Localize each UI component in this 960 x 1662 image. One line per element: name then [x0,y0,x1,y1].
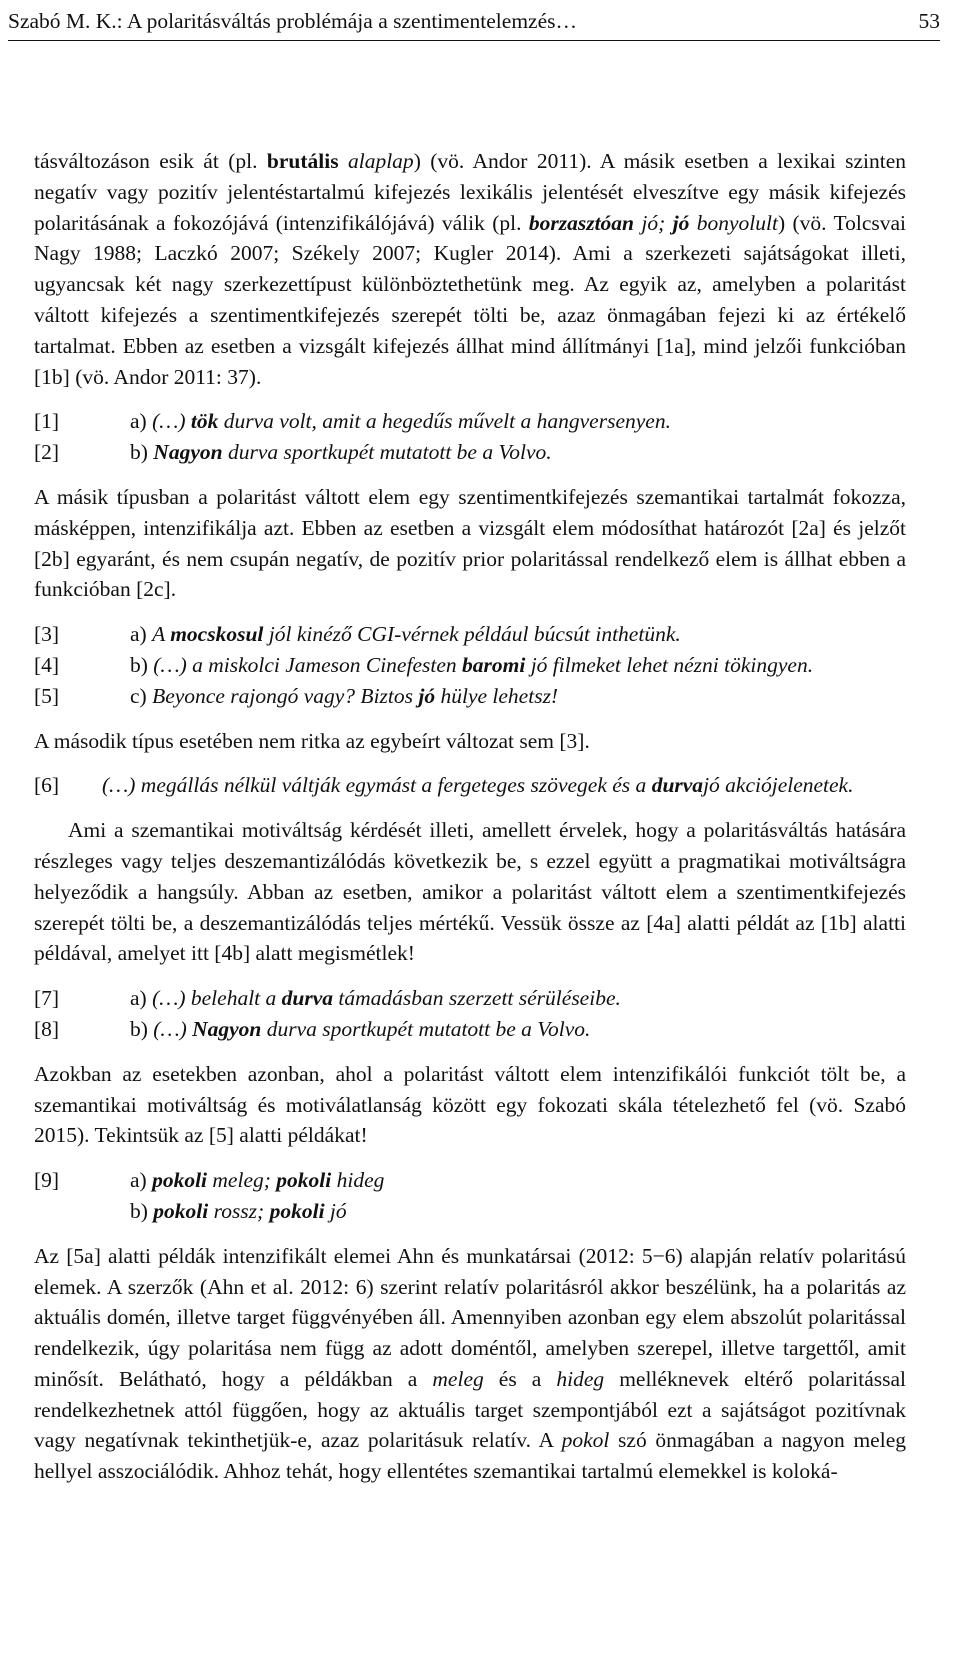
example-label: b) [130,1016,154,1041]
paragraph-1 [34,146,906,392]
example-group-7-8 [34,983,906,1045]
example-label: a) [130,409,153,434]
example-text: jó filmeket lehet nézni tökingyen. [525,652,814,677]
example-1 [34,406,906,437]
example-number: [2] [34,440,60,465]
example-label: a) [130,1168,153,1193]
running-title: Szabó M. K.: A polaritásváltás problémája a szentimentelemzés… [8,9,577,33]
example-group-1-2 [34,406,906,468]
example-9a [34,1165,906,1196]
text: A második típus esetében nem ritka az egybeírt változat sem [3]. [34,728,590,753]
text: Azokban az esetekben azonban, ahol a polaritást váltott elem intenzifikálói funkciót tölt be, a szemantikai motiváltság és motiválatlanság között egy fokozati skála tételezhető fel (vö. Szabó 2015). Tekintsük az [5] alatti példákat! [34,1061,906,1148]
emphasis-italic: hideg [556,1366,605,1391]
example-5 [34,681,906,712]
emphasis-italic: pokol [561,1428,610,1453]
example-label: b) [130,1198,154,1223]
paragraph-4 [34,815,906,969]
text: Az [5a] alatti példák intenzifikált elemei Ahn és munkatársai (2012: 5−6) alapján relatív polaritású elemek. A szerzők (Ahn et al. 2012: 6) szerint relatív polaritásról akkor beszélünk, ha a polaritás az aktuális domén, illetve target függvényében áll. Amennyiben azonban egy elem abszolút polaritással rendelkezik, úgy polaritása nem függ az adott doméntől, amelyben szerepel, illetve targettől, amit minősít. Belátható, hogy a példákban a [34,1243,906,1391]
example-text: (…) megállás nélkül váltják egymást a fergeteges szövegek és a [102,773,652,798]
example-7 [34,983,906,1014]
example-keyword: pokoli [269,1198,325,1223]
body-text [34,146,906,1501]
example-number: [9] [34,1168,60,1193]
example-label: b) [130,440,154,465]
example-number: [5] [34,683,60,708]
text: melléknevek eltérő polaritással rendelkezhetnek attól függően, hogy az aktuális target szempontjából ezt a sajátságot pozitívnak vagy negatívnak tekinthetjük-e, azaz polaritásuk relatív. A [34,1366,906,1453]
example-text: (…) belehalt a [152,986,282,1011]
example-keyword: Nagyon [153,440,223,465]
example-keyword: pokoli [153,1198,209,1223]
example-text: hideg [331,1168,385,1193]
example-label: a) [130,986,153,1011]
example-label: b) [130,652,154,677]
example-text: (…) a miskolci Jameson Cinefesten [153,652,462,677]
paragraph-5 [34,1059,906,1151]
emphasis-italic: meleg [432,1366,484,1391]
example-keyword: durva [281,986,334,1011]
example-number: [8] [34,1016,60,1041]
paragraph-3 [34,726,906,757]
emphasis-italic: bonyolult [689,210,778,235]
example-keyword: durva [651,773,704,798]
paragraph-2 [34,482,906,605]
text: és a [483,1366,557,1391]
page-header [8,6,940,40]
example-keyword: mocskosul [170,622,264,647]
example-group-9 [34,1165,906,1227]
text: tásváltozáson esik át (pl. [34,149,267,173]
text: ) (vö. Tolcsvai Nagy 1988; Laczkó 2007; Székely 2007; Kugler 2014). Ami a szerkezeti sajátságokat illeti, ugyancsak két nagy szerkezettípust különböztethetünk meg. Az egyik az, amelyben a polaritást váltott kifejezés a szentimentkifejezés szerepét tölti be, azaz önmagában fejezi ki az értékelő tartalmat. Ebben az esetben a vizsgált kifejezés állhat mind állítmányi [1a], mind jelzői funkcióban [1b] (vö. Andor 2011: 37). [34,210,906,389]
example-number: [3] [34,622,60,647]
emphasis-bold: brutális [266,149,339,173]
example-number: [4] [34,652,60,677]
text: A másik típusban a polaritást váltott elem egy szentimentkifejezés szemantikai tartalmát fokozza, másképpen, intenzifikálja azt. Ebben az esetben a vizsgált elem módosíthat határozót [2a] és jelzőt [2b] egyaránt, és nem csupán negatív, de pozitív prior polaritással rendelkező elem is állhat ebben a funkcióban [2c]. [34,484,906,602]
example-number: [1] [34,409,60,434]
example-keyword: pokoli [152,1168,208,1193]
example-group-3-5 [34,619,906,711]
example-group-6 [34,770,906,801]
text: ) (vö. Andor 2011). A másik esetben a lexikai szinten negatív vagy pozitív jelentéstartalmú kifejezés lexikális jelentését elveszítve egy másik kifejezés polaritásának a fokozójává (intenzifikálójává) válik (pl. [34,149,907,235]
example-text: rossz; [208,1198,270,1223]
example-keyword: Nagyon [192,1016,262,1041]
example-4 [34,650,906,681]
text: Ami a szemantikai motiváltság kérdését illeti, amellett érvelek, hogy a polaritásváltás hatására részleges vagy teljes deszemantizálódás következik be, s ezzel együtt a pragmatikai motiváltságra helyeződik a hangsúly. Abban az esetben, amikor a polaritást váltott elem a szentimentkifejezés szerepét tölti be, a deszemantizálódás teljes mértékű. Vessük össze az [4a] alatti példát az [1b] alatti példával, amelyet itt [4b] alatt megismétlek! [34,818,906,966]
emphasis-italic: jó; [634,210,673,235]
example-number: [6] [34,773,60,798]
example-text: (…) [152,409,191,434]
example-3 [34,619,906,650]
example-label: c) [130,683,153,708]
paragraph-6 [34,1241,906,1487]
example-text: meleg; [207,1168,277,1193]
example-text: támadásban szerzett sérüléseibe. [333,986,621,1011]
example-8 [34,1014,906,1045]
example-6 [34,770,906,801]
example-keyword: pokoli [276,1168,332,1193]
emphasis-bold: borzasztóan [528,210,635,235]
text: szó önmagában a nagyon meleg hellyel asszociálódik. Ahhoz tehát, hogy ellentétes szemantikai tartalmú elemekkel is koloká- [34,1428,906,1484]
page-number: 53 [918,9,940,33]
example-text: hülye lehetsz! [435,683,559,708]
example-keyword: tök [190,409,219,434]
emphasis-italic: alaplap [338,149,414,173]
example-9b [34,1196,906,1227]
example-text: durva sportkupét mutatott be a Volvo. [222,440,552,465]
example-text: durva sportkupét mutatott be a Volvo. [261,1016,591,1041]
example-text: durva volt, amit a hegedűs művelt a hangversenyen. [218,409,671,434]
example-2 [34,437,906,468]
example-keyword: jó [418,683,436,708]
example-label: a) [130,622,153,647]
example-keyword: baromi [462,652,526,677]
example-text: jó akciójelenetek. [703,773,854,798]
example-text: A [152,622,171,647]
example-text: jó [324,1198,347,1223]
example-text: (…) [153,1016,193,1041]
example-number: [7] [34,986,60,1011]
example-text: Beyonce rajongó vagy? Biztos [152,683,419,708]
example-text: jól kinéző CGI-vérnek például búcsút inthetünk. [263,622,681,647]
header-rule [8,40,940,41]
emphasis-bold: jó [672,210,690,235]
